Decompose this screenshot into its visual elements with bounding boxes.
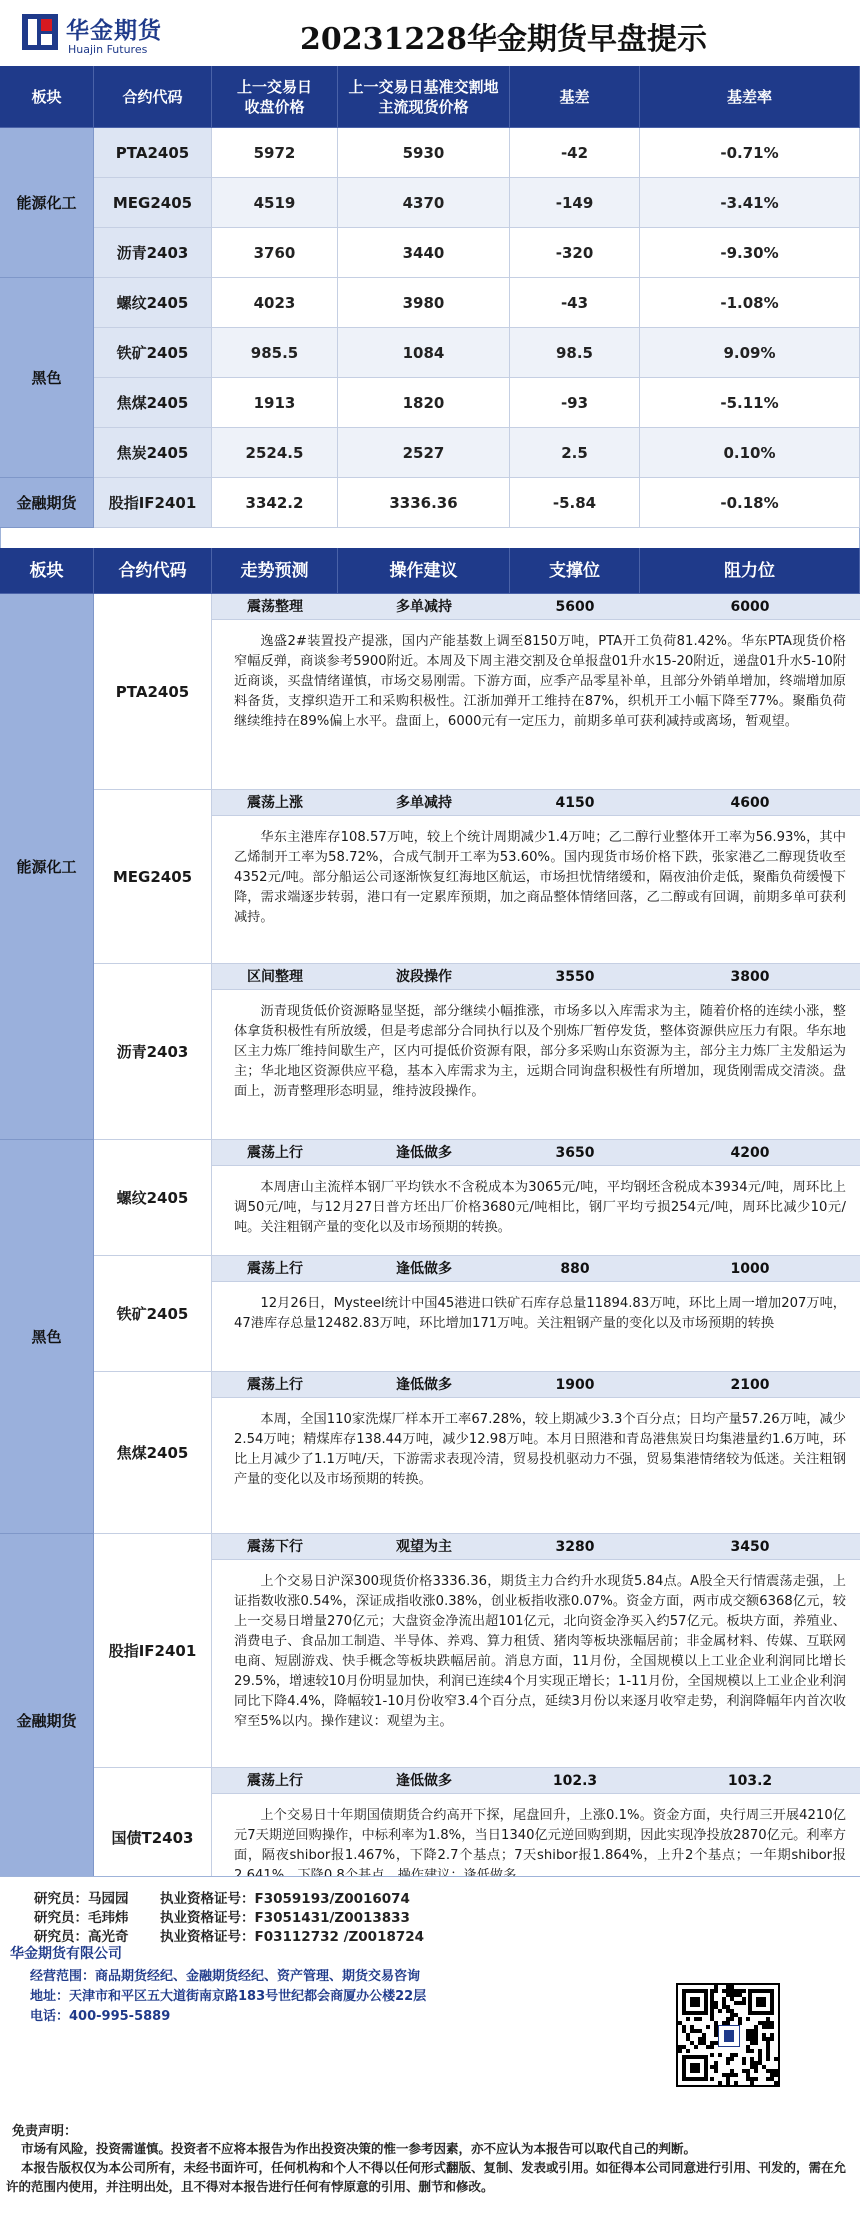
operation-advice: 多单减持 bbox=[396, 599, 452, 615]
trend-forecast: 震荡上行 bbox=[247, 1773, 303, 1789]
report-header bbox=[0, 0, 860, 66]
forecast-header-cell: 走势预测 bbox=[212, 548, 338, 594]
forecast-summary-row bbox=[212, 1140, 860, 1166]
resistance-level: 103.2 bbox=[727, 1773, 773, 1789]
close-price: 1913 bbox=[212, 378, 338, 428]
trend-forecast: 震荡下行 bbox=[247, 1539, 303, 1555]
contract-code: 沥青2403 bbox=[94, 228, 212, 278]
sector-label: 金融期货 bbox=[0, 1534, 94, 1908]
basis-header-cell: 上一交易日基准交割地 主流现货价格 bbox=[338, 66, 510, 128]
commentary-text: 12月26日，Mysteel统计中国45港进口铁矿石库存总量11894.83万吨，环比上周一增加207万吨，47港库存总量12482.83万吨，环比增加171万吨。关注粗钢产量的变化以及市场预期的转换 bbox=[212, 1282, 860, 1372]
company-address: 地址：天津市和平区五大道街南京路183号世纪都会商厦办公楼22层 bbox=[30, 1989, 427, 2004]
spot-price: 2527 bbox=[338, 428, 510, 478]
forecast-summary-row bbox=[212, 1768, 860, 1794]
resistance-level: 4600 bbox=[730, 795, 770, 811]
company-name: 华金期货有限公司 bbox=[10, 1946, 122, 1962]
contract-code: 螺纹2405 bbox=[94, 278, 212, 328]
contract-code: 螺纹2405 bbox=[94, 1140, 212, 1256]
commentary-text: 逸盛2#装置投产提涨，国内产能基数上调至8150万吨，PTA开工负荷81.42%。华东PTA现货价格窄幅反弹，商谈参考5900附近。本周及下周主港交割及仓单报盘01升水15-20附近，递盘01升水5-10附近商谈，买盘情绪谨慎，市场交易刚需。下游方面，应季产品零星补单，且部分外销单增加，终端增加原料备货，支撑织造开工和采购积极性。江浙加弹开工维持在87%，织机开工小幅下降至77%。聚酯负荷继续维持在89%偏上水平。盘面上，6000元有一定压力，前期多单可获利减持或离场，暂观望。 bbox=[212, 620, 860, 790]
support-level: 102.3 bbox=[552, 1773, 598, 1789]
basis-header-cell: 板块 bbox=[0, 66, 94, 128]
sector-label: 金融期货 bbox=[0, 478, 94, 528]
trend-forecast: 震荡上行 bbox=[247, 1377, 303, 1393]
operation-advice: 多单减持 bbox=[396, 795, 452, 811]
forecast-header-cell: 阻力位 bbox=[640, 548, 860, 594]
qr-code-icon bbox=[676, 1983, 780, 2087]
sector-label: 黑色 bbox=[0, 1140, 94, 1534]
forecast-summary-row bbox=[212, 790, 860, 816]
contract-code: 铁矿2405 bbox=[94, 328, 212, 378]
forecast-header-cell: 操作建议 bbox=[338, 548, 510, 594]
resistance-level: 3450 bbox=[730, 1539, 770, 1555]
contract-code: PTA2405 bbox=[94, 594, 212, 790]
contract-code: 股指IF2401 bbox=[94, 478, 212, 528]
resistance-level: 3800 bbox=[730, 969, 770, 985]
operation-advice: 波段操作 bbox=[396, 969, 452, 985]
commentary-text: 本周唐山主流样本钢厂平均铁水不含税成本为3065元/吨，平均钢坯含税成本3934元/吨，周环比上调50元/吨，与12月27日普方坯出厂价格3680元/吨相比，钢厂平均亏损254元/吨，周环比减少10元/吨。关注粗钢产量的变化以及市场预期的转换。 bbox=[212, 1166, 860, 1256]
basis-header-cell: 基差率 bbox=[640, 66, 860, 128]
basis-header-cell: 合约代码 bbox=[94, 66, 212, 128]
close-price: 4023 bbox=[212, 278, 338, 328]
basis-rate: 9.09% bbox=[640, 328, 860, 378]
analyst-cert: 执业资格证号：F3051431/Z0013833 bbox=[160, 1910, 410, 1926]
support-level: 5600 bbox=[555, 599, 595, 615]
logo-cn-text: 华金期货 bbox=[66, 18, 162, 44]
spot-price: 4370 bbox=[338, 178, 510, 228]
spot-price: 3980 bbox=[338, 278, 510, 328]
contract-code: 沥青2403 bbox=[94, 964, 212, 1140]
contract-code: 股指IF2401 bbox=[94, 1534, 212, 1768]
basis-header-cell: 上一交易日 收盘价格 bbox=[212, 66, 338, 128]
contract-code: MEG2405 bbox=[94, 790, 212, 964]
sector-label: 黑色 bbox=[0, 278, 94, 478]
operation-advice: 逢低做多 bbox=[396, 1145, 452, 1161]
support-level: 3550 bbox=[555, 969, 595, 985]
trend-forecast: 区间整理 bbox=[247, 969, 303, 985]
support-level: 3280 bbox=[555, 1539, 595, 1555]
resistance-level: 4200 bbox=[730, 1145, 770, 1161]
logo-en-text: Huajin Futures bbox=[68, 43, 148, 56]
trend-forecast: 震荡上行 bbox=[247, 1145, 303, 1161]
forecast-summary-row bbox=[212, 1534, 860, 1560]
analyst-name: 研究员：高光奇 bbox=[34, 1929, 129, 1945]
commentary-text: 华东主港库存108.57万吨，较上个统计周期减少1.4万吨；乙二醇行业整体开工率为56.93%，其中乙烯制开工率为58.72%，合成气制开工率为53.60%。国内现货市场价格下跌，张家港乙二醇现货收至4352元/吨。部分船运公司逐渐恢复红海地区航运，市场担忧情绪缓和，隔夜油价走低，聚酯负荷缓慢下降，需求端逐步转弱，港口有一定累库预期，加之商品整体情绪回落，乙二醇或有回调，前期多单可获利减持。 bbox=[212, 816, 860, 964]
close-price: 985.5 bbox=[212, 328, 338, 378]
company-phone: 电话：400-995-5889 bbox=[30, 2009, 171, 2024]
operation-advice: 观望为主 bbox=[396, 1539, 452, 1555]
trend-forecast: 震荡整理 bbox=[247, 599, 303, 615]
contract-code: PTA2405 bbox=[94, 128, 212, 178]
commentary-text: 上个交易日十年期国债期货合约高开下探，尾盘回升，上涨0.1%。资金方面，央行周三开展4210亿元7天期逆回购操作，中标利率为1.8%，当日1340亿元逆回购到期，因此实现净投放2870亿元。利率方面，隔夜shibor报1.467%，下降2.7个基点；7天shibor报1.864%，上升2个基点；一年期shibor报 bbox=[212, 1794, 860, 1908]
page-title: 20231228华金期货早盘提示 bbox=[300, 22, 707, 57]
commentary-text: 上个交易日沪深300现货价格3336.36，期货主力合约升水现货5.84点。A股全天行情震荡走强，上证指数收涨0.54%，深证成指收涨0.38%，创业板指收涨0.07%。资金方面，两市成交额6368亿元，较上一交易日增量270亿元；大盘资金净流出超101亿元，北向资金净买入约57亿元。板块方面，养殖业、消费电子、食品加工制造、半导体、养鸡、算力租赁、猪肉等板块涨幅居前；非金属材料、传媒、互联网电商、短剧游戏、快手概念等板块跌幅居前。消息方面，11月份，全国规模以上工业企业利润同比增长29.5%，增速较10月份明显加快，利润已连续4个月实现正增长；1-11月份，全国规模以上工业企业利润同比下降4.4%，降幅较1-10月份收窄3.4个百分点，延续3月份以来逐月收窄走势，利润降幅年内首次收窄至5%以内。操作建议：观望为主。 bbox=[212, 1560, 860, 1768]
resistance-level: 1000 bbox=[730, 1261, 770, 1277]
close-price: 3760 bbox=[212, 228, 338, 278]
spot-price: 3440 bbox=[338, 228, 510, 278]
company-scope: 经营范围：商品期货经纪、金融期货经纪、资产管理、期货交易咨询 bbox=[30, 1969, 421, 1984]
basis-rate: -3.41% bbox=[640, 178, 860, 228]
disclaimer-para-1: 市场有风险，投资需谨慎。投资者不应将本报告为作出投资决策的惟一参考因素，亦不应认为本报告可以取代自己的判断。 bbox=[21, 2141, 697, 2156]
disclaimer-title: 免责声明： bbox=[12, 2124, 78, 2139]
basis-rate: -1.08% bbox=[640, 278, 860, 328]
analyst-cert: 执业资格证号：F03112732 /Z0018724 bbox=[160, 1929, 425, 1945]
forecast-summary-row bbox=[212, 594, 860, 620]
basis-rate: -5.11% bbox=[640, 378, 860, 428]
close-price: 2524.5 bbox=[212, 428, 338, 478]
forecast-summary-row bbox=[212, 1256, 860, 1282]
analyst-name: 研究员：马园园 bbox=[34, 1891, 129, 1907]
basis-value: -320 bbox=[510, 228, 640, 278]
spot-price: 5930 bbox=[338, 128, 510, 178]
forecast-header-cell: 板块 bbox=[0, 548, 94, 594]
contract-code: 焦煤2405 bbox=[94, 1372, 212, 1534]
analyst-cert: 执业资格证号：F3059193/Z0016074 bbox=[160, 1891, 410, 1907]
company-logo-icon bbox=[22, 14, 58, 50]
basis-rate: -9.30% bbox=[640, 228, 860, 278]
basis-value: 98.5 bbox=[510, 328, 640, 378]
sector-label: 能源化工 bbox=[0, 128, 94, 278]
contract-code: 国债T2403 bbox=[94, 1768, 212, 1908]
close-price: 5972 bbox=[212, 128, 338, 178]
operation-advice: 逢低做多 bbox=[396, 1377, 452, 1393]
support-level: 880 bbox=[560, 1261, 590, 1277]
operation-advice: 逢低做多 bbox=[396, 1261, 452, 1277]
resistance-level: 6000 bbox=[730, 599, 770, 615]
contract-code: 焦煤2405 bbox=[94, 378, 212, 428]
forecast-summary-row bbox=[212, 964, 860, 990]
spot-price: 3336.36 bbox=[338, 478, 510, 528]
support-level: 4150 bbox=[555, 795, 595, 811]
forecast-header-cell: 支撑位 bbox=[510, 548, 640, 594]
operation-advice: 逢低做多 bbox=[396, 1773, 452, 1789]
commentary-text: 沥青现货低价资源略显坚挺，部分继续小幅推涨，市场多以入库需求为主，随着价格的连续小涨，整体拿货积极性有所放缓，但是考虑部分合同执行以及个别炼厂暂停发货，整体资源供应压力有限。华东地区主力炼厂维持间歇生产，区内可提低价资源有限，部分多采购山东资源为主，部分主力炼厂主发船运为主；华北地区资源供应平稳，基本入库需求为主，远期合同询盘积极性有所增加，现货刚需成交清淡。盘面上，沥青整理形态明显，维持波段操作。 bbox=[212, 990, 860, 1140]
basis-rate: -0.18% bbox=[640, 478, 860, 528]
close-price: 4519 bbox=[212, 178, 338, 228]
spot-price: 1084 bbox=[338, 328, 510, 378]
support-level: 1900 bbox=[555, 1377, 595, 1393]
basis-header-cell: 基差 bbox=[510, 66, 640, 128]
report-footer bbox=[0, 1876, 860, 2215]
spot-price: 1820 bbox=[338, 378, 510, 428]
disclaimer bbox=[6, 2139, 846, 2196]
forecast-header-cell: 合约代码 bbox=[94, 548, 212, 594]
trend-forecast: 震荡上行 bbox=[247, 1261, 303, 1277]
forecast-summary-row bbox=[212, 1372, 860, 1398]
contract-code: MEG2405 bbox=[94, 178, 212, 228]
basis-rate: 0.10% bbox=[640, 428, 860, 478]
contract-code: 焦炭2405 bbox=[94, 428, 212, 478]
disclaimer-para-2: 本报告版权仅为本公司所有，未经书面许可，任何机构和个人不得以任何形式翻版、复制、发表或引用。如征得本公司同意进行引用、刊发的，需在允许的范围内使用，并注明出处，且不得对本报告进行任何有悖原意的引用、删节和修改。 bbox=[6, 2160, 847, 2194]
basis-value: -93 bbox=[510, 378, 640, 428]
support-level: 3650 bbox=[555, 1145, 595, 1161]
basis-value: -43 bbox=[510, 278, 640, 328]
contract-code: 铁矿2405 bbox=[94, 1256, 212, 1372]
basis-value: -42 bbox=[510, 128, 640, 178]
sector-label: 能源化工 bbox=[0, 594, 94, 1140]
analyst-name: 研究员：毛玮炜 bbox=[34, 1910, 129, 1926]
close-price: 3342.2 bbox=[212, 478, 338, 528]
basis-rate: -0.71% bbox=[640, 128, 860, 178]
basis-value: 2.5 bbox=[510, 428, 640, 478]
commentary-text: 本周，全国110家洗煤厂样本开工率67.28%，较上期减少3.3个百分点；日均产量57.26万吨，减少2.54万吨；精煤库存138.44万吨，减少12.98万吨。本月日照港和青岛港焦炭日均集港量约1.6万吨，环比上月减少了1.1万吨/天，下游需求表现冷清，贸易投机驱动力不强，贸易集港情绪较为低迷。关注粗钢产量的变化以及市场预期的转换。 bbox=[212, 1398, 860, 1534]
resistance-level: 2100 bbox=[730, 1377, 770, 1393]
basis-value: -5.84 bbox=[510, 478, 640, 528]
basis-value: -149 bbox=[510, 178, 640, 228]
trend-forecast: 震荡上涨 bbox=[247, 795, 303, 811]
